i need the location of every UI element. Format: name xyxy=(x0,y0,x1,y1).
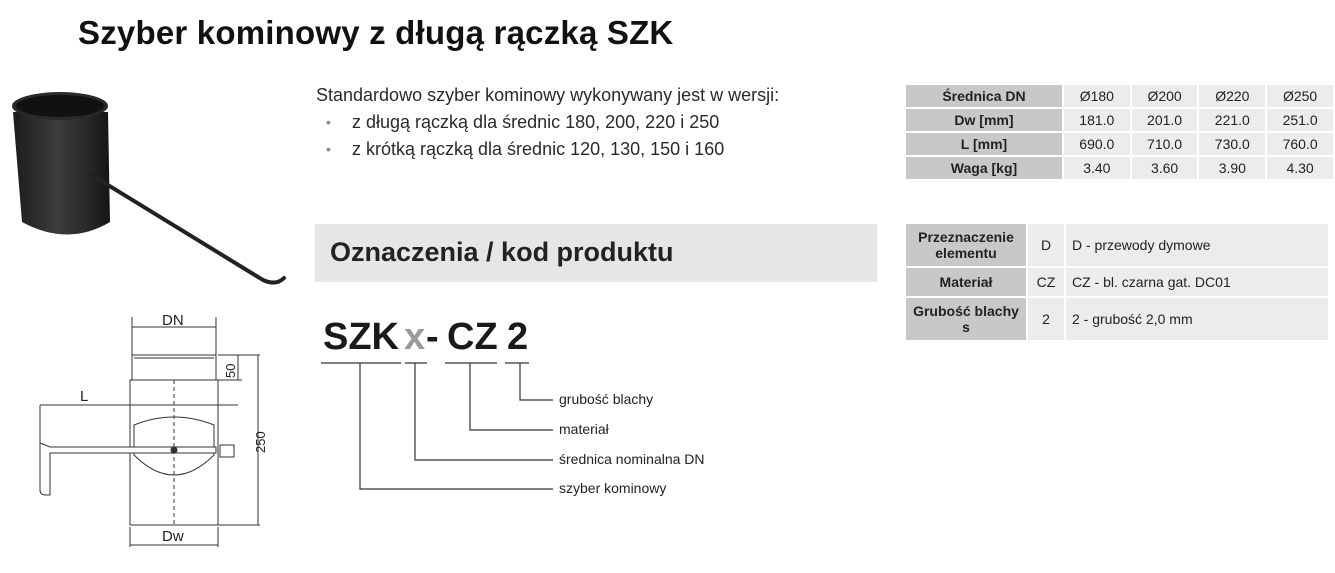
section-header xyxy=(315,224,877,282)
product-code-diagram xyxy=(315,305,735,505)
code-label-thickness: grubość blachy xyxy=(559,391,654,407)
table-cell: 730.0 xyxy=(1199,133,1265,155)
code-part-dn: x xyxy=(404,316,426,358)
table-row xyxy=(906,224,1328,266)
table-row xyxy=(906,268,1328,296)
section-title: Oznaczenia / kod produktu xyxy=(330,237,674,267)
code-label-material: materiał xyxy=(559,421,609,437)
table-row-label: Przeznaczenie elementu xyxy=(906,224,1026,266)
table-cell: 251.0 xyxy=(1267,109,1333,131)
code-part-thickness: 2 xyxy=(507,316,529,358)
table-cell: D xyxy=(1028,224,1064,266)
table-row-label: Grubość blachy s xyxy=(906,298,1026,340)
code-label-product: szyber kominowy xyxy=(559,480,667,496)
list-item: • z krótką rączką dla średnic 120, 130, 150 i 160 xyxy=(326,136,779,163)
intro-lead: Standardowo szyber kominowy wykonywany jest w wersji: xyxy=(316,85,780,105)
dim-label-dw: Dw xyxy=(162,528,184,545)
code-part-material: CZ xyxy=(447,316,498,358)
table-row-label: Dw [mm] xyxy=(906,109,1062,131)
code-label-diameter: średnica nominalna DN xyxy=(559,451,705,467)
table-row xyxy=(906,298,1328,340)
bullet-icon: • xyxy=(326,114,331,130)
table-row-label: Waga [kg] xyxy=(906,157,1062,179)
table-header-cell: Ø220 xyxy=(1199,85,1265,107)
table-row-label: L [mm] xyxy=(906,133,1062,155)
table-cell: 2 - grubość 2,0 mm xyxy=(1066,298,1328,340)
table-cell: 710.0 xyxy=(1132,133,1198,155)
dimensions-table xyxy=(904,83,1335,181)
table-cell: 3.60 xyxy=(1132,157,1198,179)
page-title: Szyber kominowy z długą rączką SZK xyxy=(78,14,674,51)
table-header-cell: Ø200 xyxy=(1132,85,1198,107)
table-cell: 2 xyxy=(1028,298,1064,340)
intro-bullet-list xyxy=(316,109,779,163)
table-cell: CZ xyxy=(1028,268,1064,296)
code-part-szk: SZK xyxy=(323,316,399,358)
table-header-cell: Ø180 xyxy=(1064,85,1130,107)
bullet-icon: • xyxy=(326,141,331,157)
table-cell: 181.0 xyxy=(1064,109,1130,131)
table-cell: 690.0 xyxy=(1064,133,1130,155)
list-item: • z długą rączką dla średnic 180, 200, 220 i 250 xyxy=(326,109,779,136)
code-part-dash: - xyxy=(426,316,439,358)
table-cell: D - przewody dymowe xyxy=(1066,224,1328,266)
table-cell: CZ - bl. czarna gat. DC01 xyxy=(1066,268,1328,296)
table-row xyxy=(906,133,1333,155)
intro-text xyxy=(316,82,779,163)
table-cell: 3.40 xyxy=(1064,157,1130,179)
table-header-cell: Średnica DN xyxy=(906,85,1062,107)
table-header-row xyxy=(906,85,1333,107)
table-cell: 4.30 xyxy=(1267,157,1333,179)
table-header-cell: Ø250 xyxy=(1267,85,1333,107)
product-photo xyxy=(8,82,298,302)
dim-label-top-height: 50 xyxy=(223,363,238,378)
table-cell: 201.0 xyxy=(1132,109,1198,131)
table-cell: 3.90 xyxy=(1199,157,1265,179)
table-row xyxy=(906,157,1333,179)
table-cell: 760.0 xyxy=(1267,133,1333,155)
table-row-label: Materiał xyxy=(906,268,1026,296)
table-row xyxy=(906,109,1333,131)
table-cell: 221.0 xyxy=(1199,109,1265,131)
specification-table xyxy=(904,222,1330,342)
dim-label-dn: DN xyxy=(162,312,184,329)
dim-label-total-height: 250 xyxy=(253,431,268,453)
dim-label-l: L xyxy=(80,388,89,405)
technical-drawing xyxy=(20,305,305,555)
